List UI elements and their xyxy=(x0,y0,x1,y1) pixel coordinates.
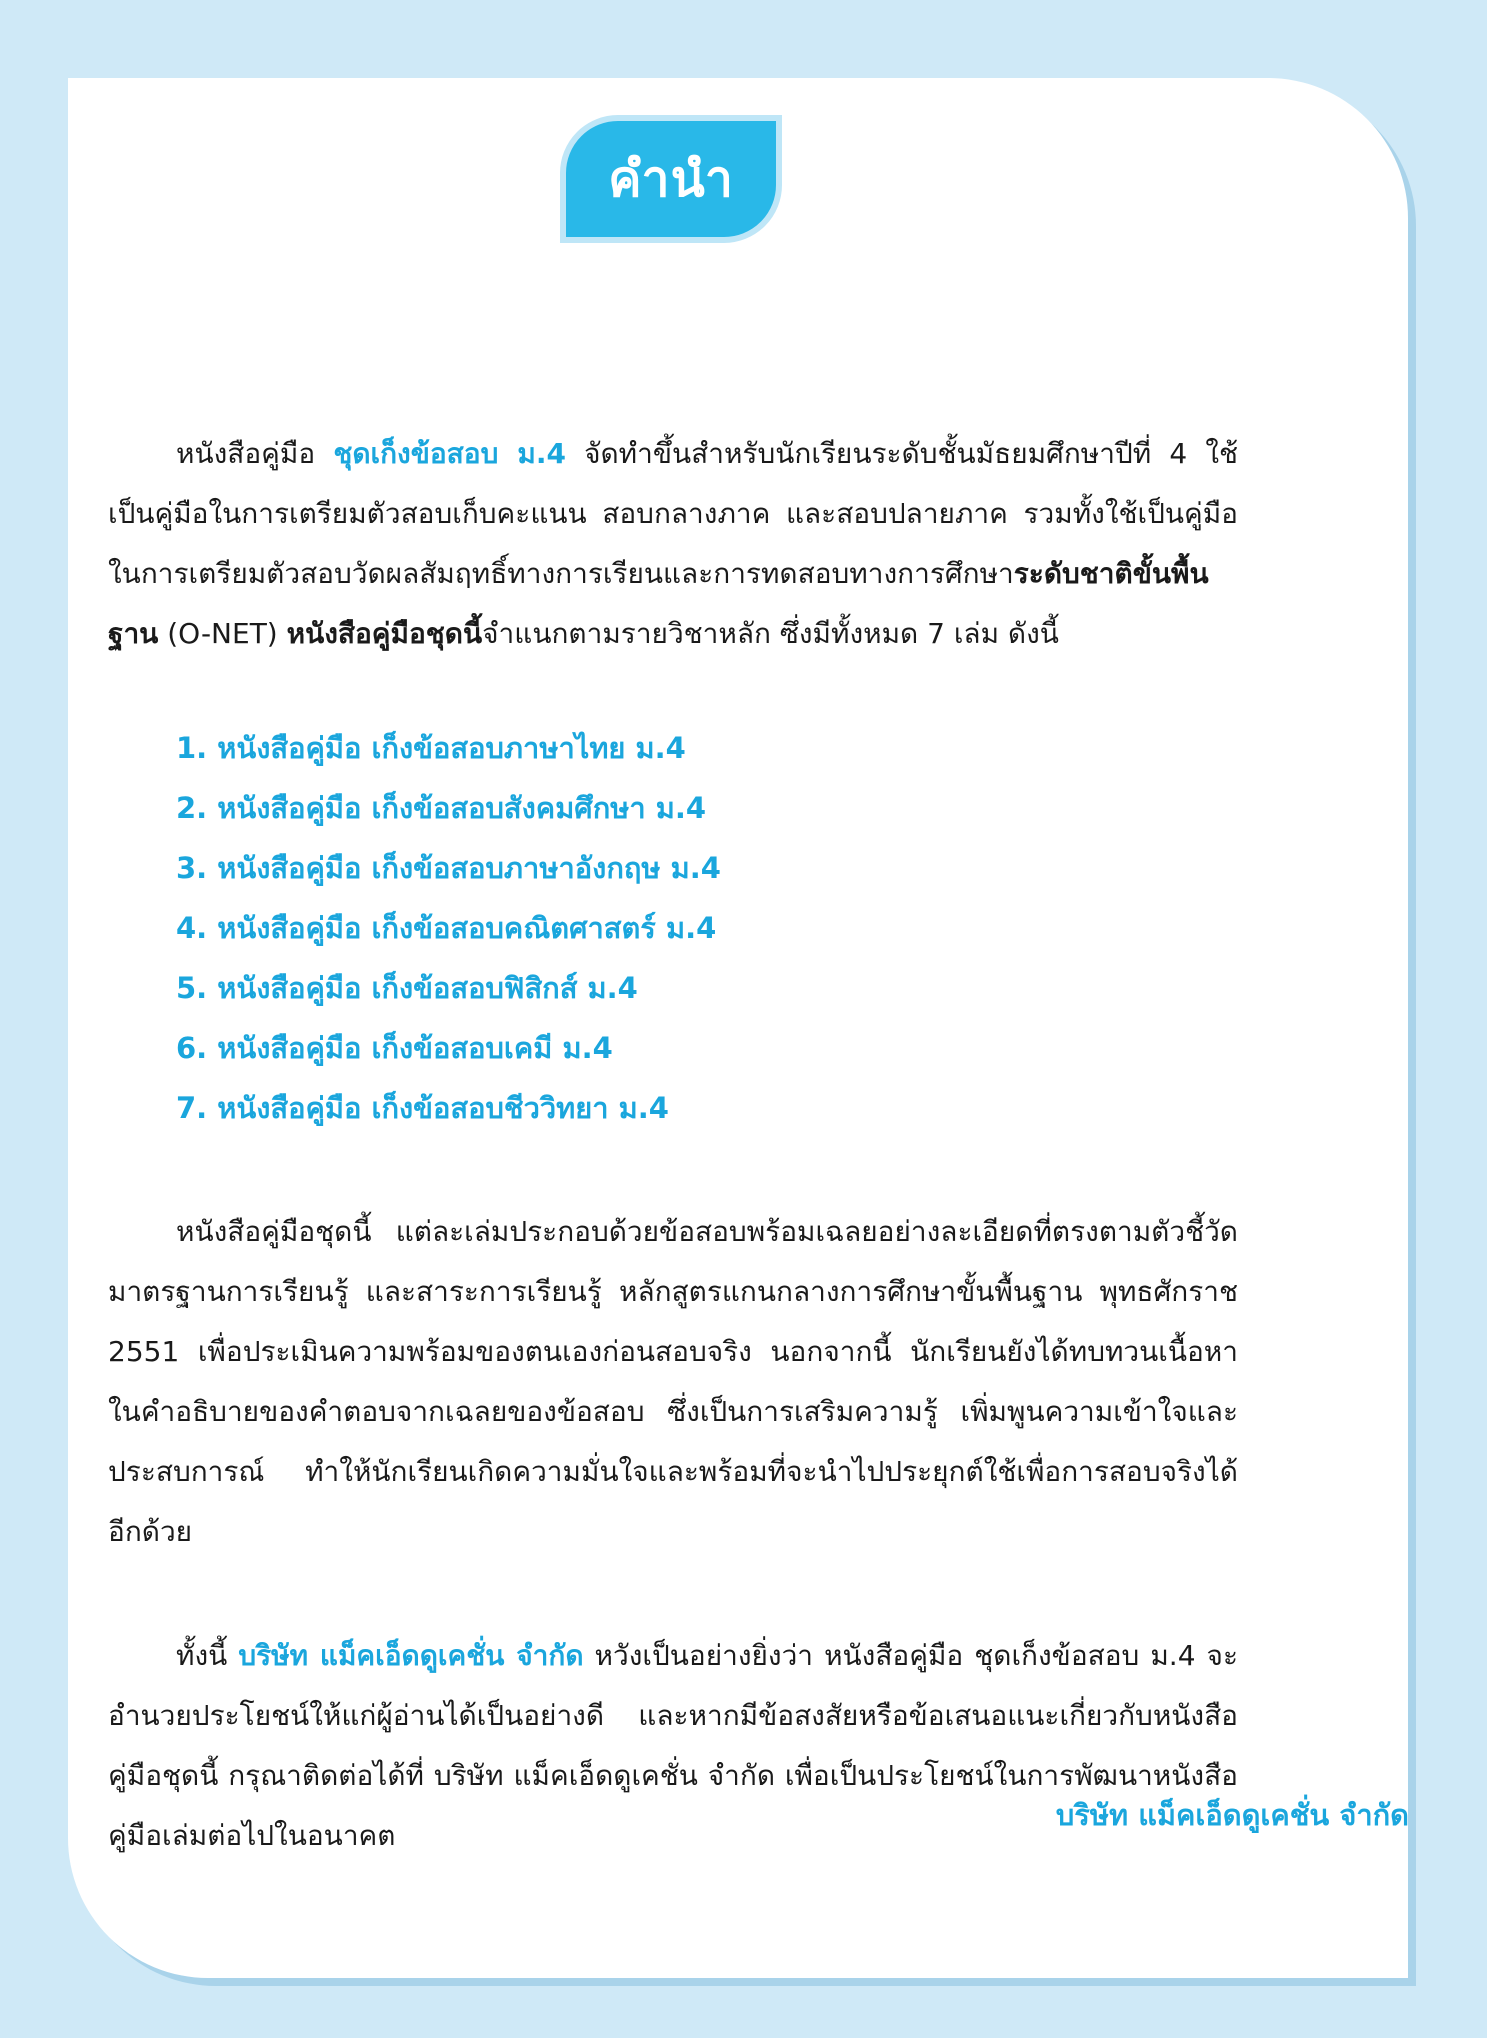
intro-text-f: หนังสือคู่มือชุดนี้ xyxy=(286,617,483,650)
list-item: 4. หนังสือคู่มือ เก็งข้อสอบคณิตศาสตร์ ม.4 xyxy=(176,911,717,945)
list-item: 6. หนังสือคู่มือ เก็งข้อสอบเคมี ม.4 xyxy=(176,1031,613,1065)
intro-text-d: ระดับชาติขั้นพื้นฐาน xyxy=(108,557,1209,650)
list-item: 7. หนังสือคู่มือ เก็งข้อสอบชีววิทยา ม.4 xyxy=(176,1091,669,1125)
list-item: 1. หนังสือคู่มือ เก็งข้อสอบภาษาไทย ม.4 xyxy=(176,731,686,765)
list-item: 5. หนังสือคู่มือ เก็งข้อสอบฟิสิกส์ ม.4 xyxy=(176,971,638,1005)
intro-text-a: หนังสือคู่มือ xyxy=(176,437,334,470)
intro-text-e: (O-NET) xyxy=(158,617,287,650)
closing-text-c: หวังเป็นอย่างยิ่งว่า หนังสือคู่มือ ชุดเก็งข้อสอบ ม.4 จะอำนวยประโยชน์ให้แก่ผู้อ่านได้เป็นอย่างดี และหากมีข้อสงสัยหรือข้อเสนอแนะเกี่ยวกับหนังสือคู่มือชุดนี้ กรุณาติดต่อได้ที่ บริษัท แม็คเอ็ดดูเคชั่น จำกัด เพื่อเป็นประโยชน์ในการพัฒนาหนังสือคู่มือเล่มต่อไปในอนาคต xyxy=(108,1639,1239,1852)
book-list xyxy=(176,718,721,1138)
title-badge xyxy=(560,115,782,243)
list-item: 3. หนังสือคู่มือ เก็งข้อสอบภาษาอังกฤษ ม.4 xyxy=(176,851,721,885)
intro-text-g: จำแนกตามรายวิชาหลัก ซึ่งมีทั้งหมด 7 เล่ม ดังนี้ xyxy=(482,617,1059,650)
company-name: บริษัท แม็คเอ็ดดูเคชั่น จำกัด xyxy=(238,1639,584,1672)
series-name: ชุดเก็งข้อสอบ ม.4 xyxy=(333,437,566,470)
list-item: 2. หนังสือคู่มือ เก็งข้อสอบสังคมศึกษา ม.4 xyxy=(176,791,707,825)
closing-text-a: ทั้งนี้ xyxy=(176,1639,239,1672)
page-title: คำนำ xyxy=(608,149,734,208)
signature: บริษัท แม็คเอ็ดดูเคชั่น จำกัด xyxy=(1055,1798,1409,1832)
content-paragraph xyxy=(108,1202,1238,1562)
content-text: หนังสือคู่มือชุดนี้ แต่ละเล่มประกอบด้วยข้อสอบพร้อมเฉลยอย่างละเอียดที่ตรงตามตัวชี้วัด มาตรฐานการเรียนรู้ และสาระการเรียนรู้ หลักสูตรแกนกลางการศึกษาขั้นพื้นฐาน พุทธศักราช 2551 เพื่อประเมินความพร้อมของตนเองก่อนสอบจริง นอกจากนี้ นักเรียนยังได้ทบทวนเนื้อหาในคำอธิบายของคำตอบจากเฉลยของข้อสอบ ซึ่งเป็นการเสริมความรู้ เพิ่มพูนความเข้าใจและประสบการณ์ ทำให้นักเรียนเกิดความมั่นใจและพร้อมที่จะนำไปประยุกต์ใช้เพื่อการสอบจริงได้อีกด้วย xyxy=(108,1215,1238,1548)
intro-text-c: จัดทำขึ้นสำหรับนักเรียนระดับชั้นมัธยมศึกษาปีที่ 4 ใช้เป็นคู่มือในการเตรียมตัวสอบเก็บคะแนน สอบกลางภาค และสอบปลายภาค รวมทั้งใช้เป็นคู่มือในการเตรียมตัวสอบวัดผลสัมฤทธิ์ทางการเรียนและการทดสอบทางการศึกษา xyxy=(108,437,1238,590)
intro-paragraph xyxy=(108,424,1238,664)
